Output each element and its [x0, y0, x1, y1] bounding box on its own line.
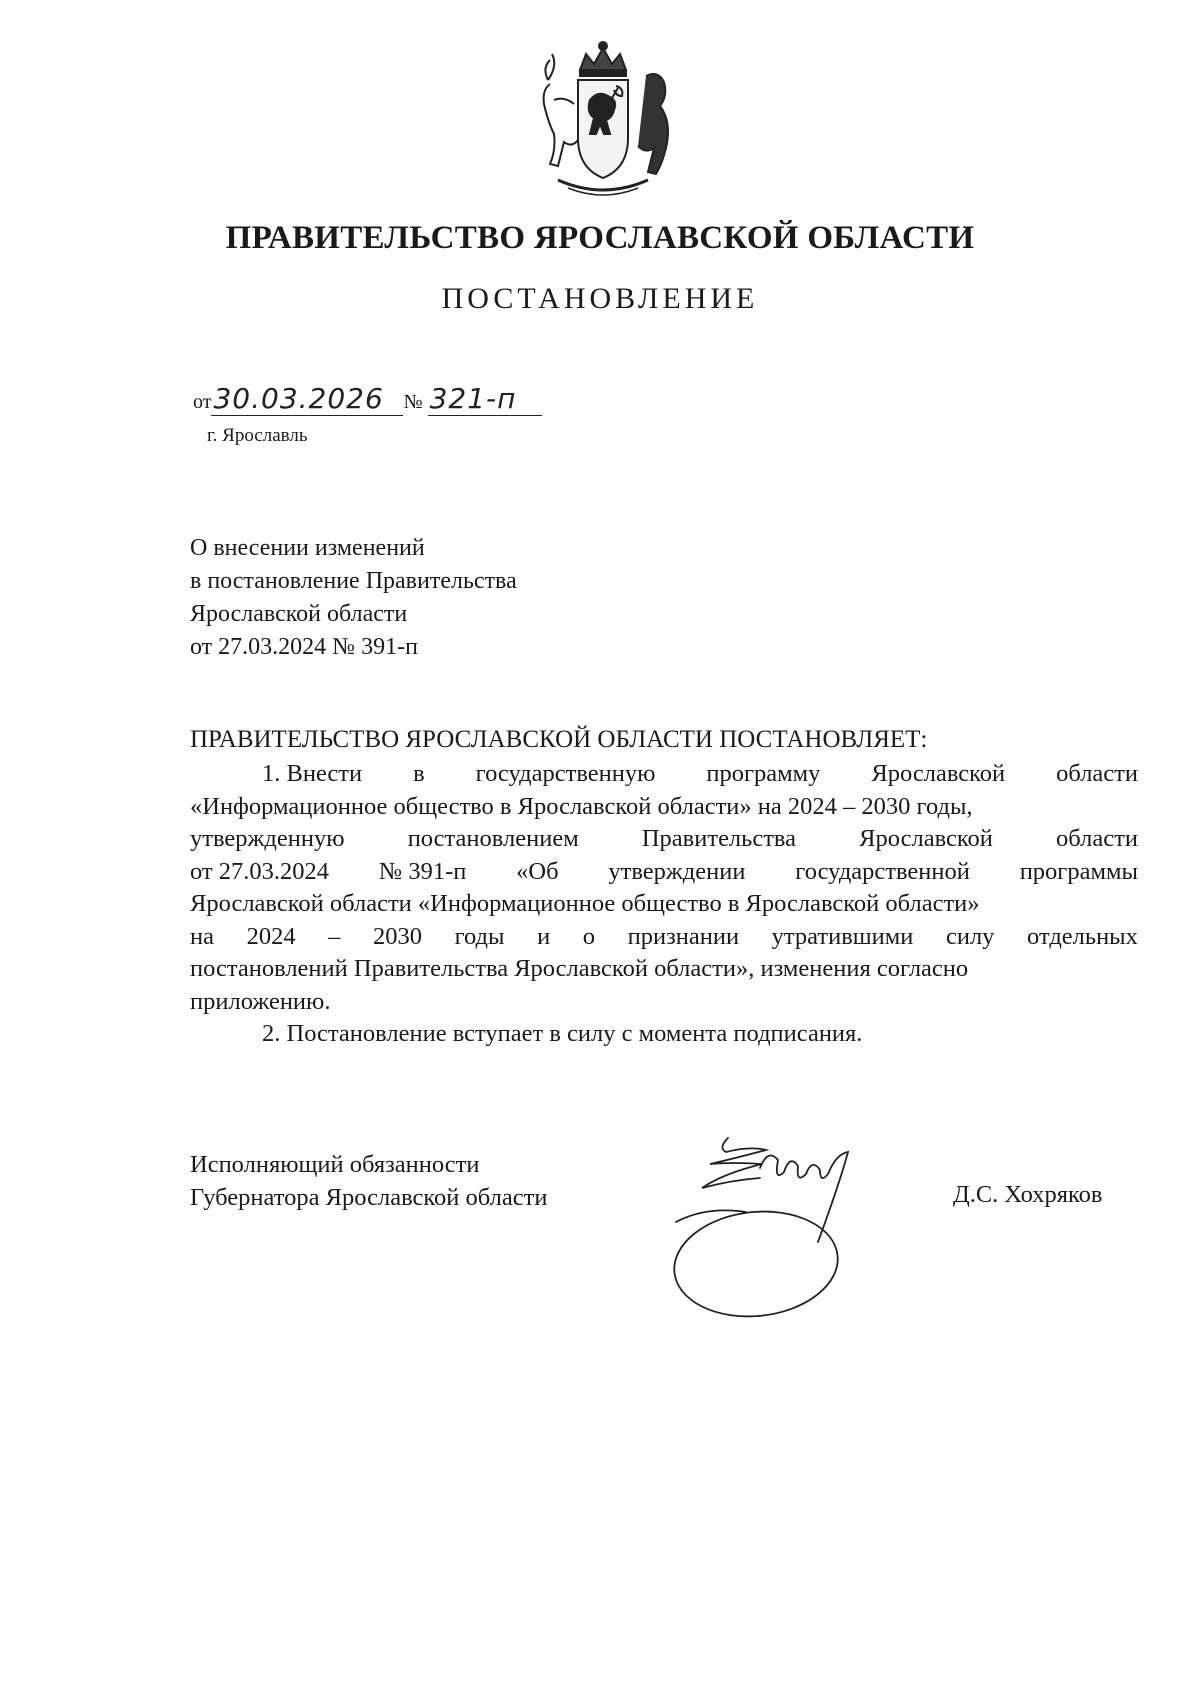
word: Правительства — [641, 825, 797, 852]
paragraph-line — [190, 921, 1138, 954]
word: государственной — [795, 857, 970, 885]
decree-heading: ПРАВИТЕЛЬСТВО ЯРОСЛАВСКОЙ ОБЛАСТИ ПОСТАНОВЛЯЕТ: — [190, 726, 928, 753]
word: Ярославской — [871, 760, 1006, 787]
word: от 27.03.2024 — [190, 857, 330, 885]
word: Ярославской — [859, 825, 993, 852]
city: г. Ярославль — [207, 425, 308, 446]
document-body — [190, 758, 1138, 1051]
signatory-title — [190, 1148, 547, 1214]
word: «Об — [516, 857, 559, 885]
word: области — [1056, 825, 1138, 852]
word: утверждении — [608, 857, 746, 885]
document-subject — [190, 532, 517, 664]
document-number: 321-п — [428, 382, 542, 416]
word: области — [1056, 760, 1138, 787]
paragraph-line — [190, 791, 1138, 824]
subject-line: в постановление Правительства — [190, 568, 517, 594]
word: государственную — [475, 760, 656, 787]
word: программу — [706, 760, 821, 787]
word: утратившими — [771, 922, 914, 950]
word: в — [413, 760, 425, 787]
date-number-line — [193, 382, 542, 416]
word: годы — [454, 922, 505, 950]
signatory-name: Д.С. Хохряков — [953, 1181, 1103, 1208]
handwritten-signature-icon — [668, 1118, 918, 1318]
word: 1. Внести — [262, 760, 363, 787]
signatory-title-line: Исполняющий обязанности — [190, 1151, 480, 1178]
number-prefix: № — [403, 391, 423, 413]
word: признании — [627, 922, 740, 950]
paragraph-line — [190, 888, 1138, 921]
subject-line: О внесении изменений — [190, 535, 425, 561]
paragraph-2: 2. Постановление вступает в силу с момента подписания. — [262, 1020, 863, 1047]
line-text: постановлений Правительства Ярославской области», изменения согласно — [190, 955, 969, 982]
word: утвержденную — [190, 825, 345, 852]
document-type: ПОСТАНОВЛЕНИЕ — [441, 282, 759, 315]
word: программы — [1019, 857, 1138, 885]
word: на — [190, 922, 214, 950]
paragraph-line — [190, 758, 1138, 791]
coat-of-arms-icon — [528, 40, 678, 202]
line-text: «Информационное общество в Ярославской области» на 2024 – 2030 годы, — [190, 792, 973, 820]
date-prefix: от — [193, 391, 212, 413]
word: о — [582, 922, 596, 950]
document-date: 30.03.2026 — [211, 382, 403, 416]
word: 2024 — [246, 922, 296, 950]
subject-line: от 27.03.2024 № 391-п — [190, 634, 418, 660]
signatory-title-line: Губернатора Ярославской области — [190, 1184, 548, 1211]
paragraph-line — [190, 953, 1138, 986]
word: – — [328, 922, 341, 950]
word: постановлением — [407, 825, 579, 852]
word: и — [537, 922, 551, 950]
word: силу — [945, 922, 995, 950]
organization-title: ПРАВИТЕЛЬСТВО ЯРОСЛАВСКОЙ ОБЛАСТИ — [225, 220, 975, 256]
subject-line: Ярославской области — [190, 601, 408, 627]
word: 2030 — [372, 922, 422, 950]
word: № 391-п — [378, 857, 467, 885]
paragraph-line — [190, 823, 1138, 856]
line-text: Ярославской области «Информационное общество в Ярославской области» — [190, 890, 980, 917]
paragraph-line — [190, 856, 1138, 889]
word: отдельных — [1027, 922, 1138, 950]
paragraph-line: приложению. — [190, 987, 331, 1015]
